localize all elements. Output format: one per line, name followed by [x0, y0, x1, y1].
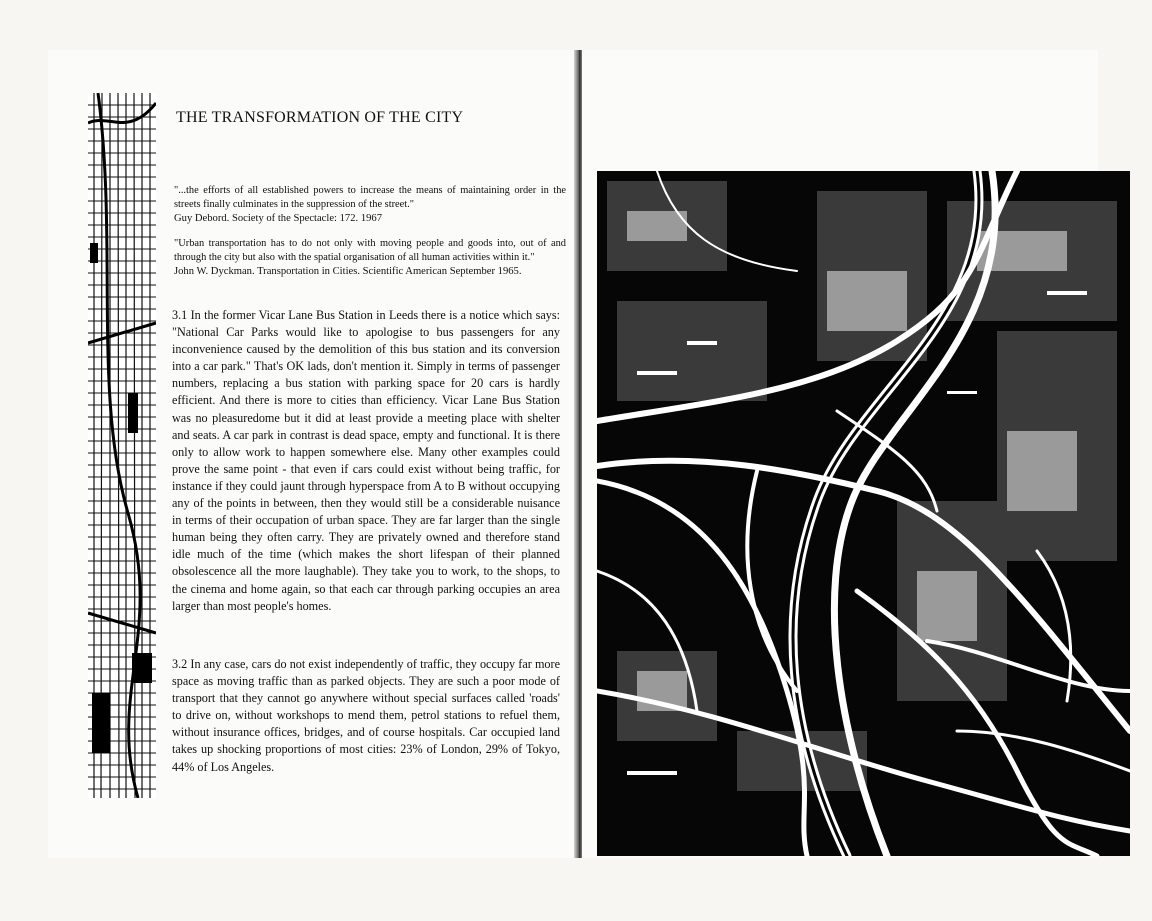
- left-page: [48, 50, 576, 858]
- body-paragraph: 3.2 In any case, cars do not exist independently of traffic, they occupy far more space as moving traffic than as parked objects. They are such a poor mode of transport that they cannot go anywhere without special surfaces called 'roads' to drive on, without workshops to mend them, petrol stations to refuel them, without insurance offices, bridges, and of course hospitals. Car occupied land takes up shocking proportions of most cities: 23% of London, 29% of Tokyo, 44% of Los Angeles.: [172, 657, 560, 774]
- epigraph-quote: [174, 184, 566, 226]
- page-title: THE TRANSFORMATION OF THE CITY: [176, 109, 464, 126]
- highway-interchange-photo: [597, 171, 1130, 856]
- book-spread: [48, 50, 1098, 858]
- epigraph-quote: [174, 237, 566, 279]
- quote-text: "...the efforts of all established powers to increase the means of maintaining order in the streets finally culminates in the suppression of the street.": [174, 185, 566, 210]
- quote-attribution: John W. Dyckman. Transportation in Cities. Scientific American September 1965.: [174, 266, 522, 277]
- quote-text: "Urban transportation has to do not only with moving people and goods into, out of and through the city but also with the spatial organisation of all human activities within it.": [174, 238, 566, 263]
- quote-attribution: Guy Debord. Society of the Spectacle: 172. 1967: [174, 213, 383, 224]
- body-paragraph: 3.1 In the former Vicar Lane Bus Station in Leeds there is a notice which says: "National Car Parks would like to apologise to bus passengers for any inconvenience caused by the demolition of this bus station and its conversion into a car park." That's OK lads, don't mention it. Simply in terms of passenger numbers, replacing a bus station with parking space for 20 cars is hardly efficient. And there is more to cities than efficiency. Vicar Lane Bus Station was no pleasuredome but it did at least provide a meeting place with shelter and seats. A car park in contrast is dead space, empty and functional. It is there only to allow work to happen somewhere else. Many other examples could prove the same point - that even if cars could exist without being traffic, for instance if they could jaunt through hyperspace from A to B without occupying any of the points in between, then they would still be a considerable nuisance in terms of their occupation of urban space. They are far larger than the single human being they often carry. They are privately owned and therefore stand idle much of the time (which makes the short lifespan of their planned obsolescence all the more laughable). They take you to work, to the shops, to the cinema and home again, so that each car through parking occupies an area larger than most people's homes.: [172, 308, 560, 613]
- street-map-strip: [88, 93, 156, 798]
